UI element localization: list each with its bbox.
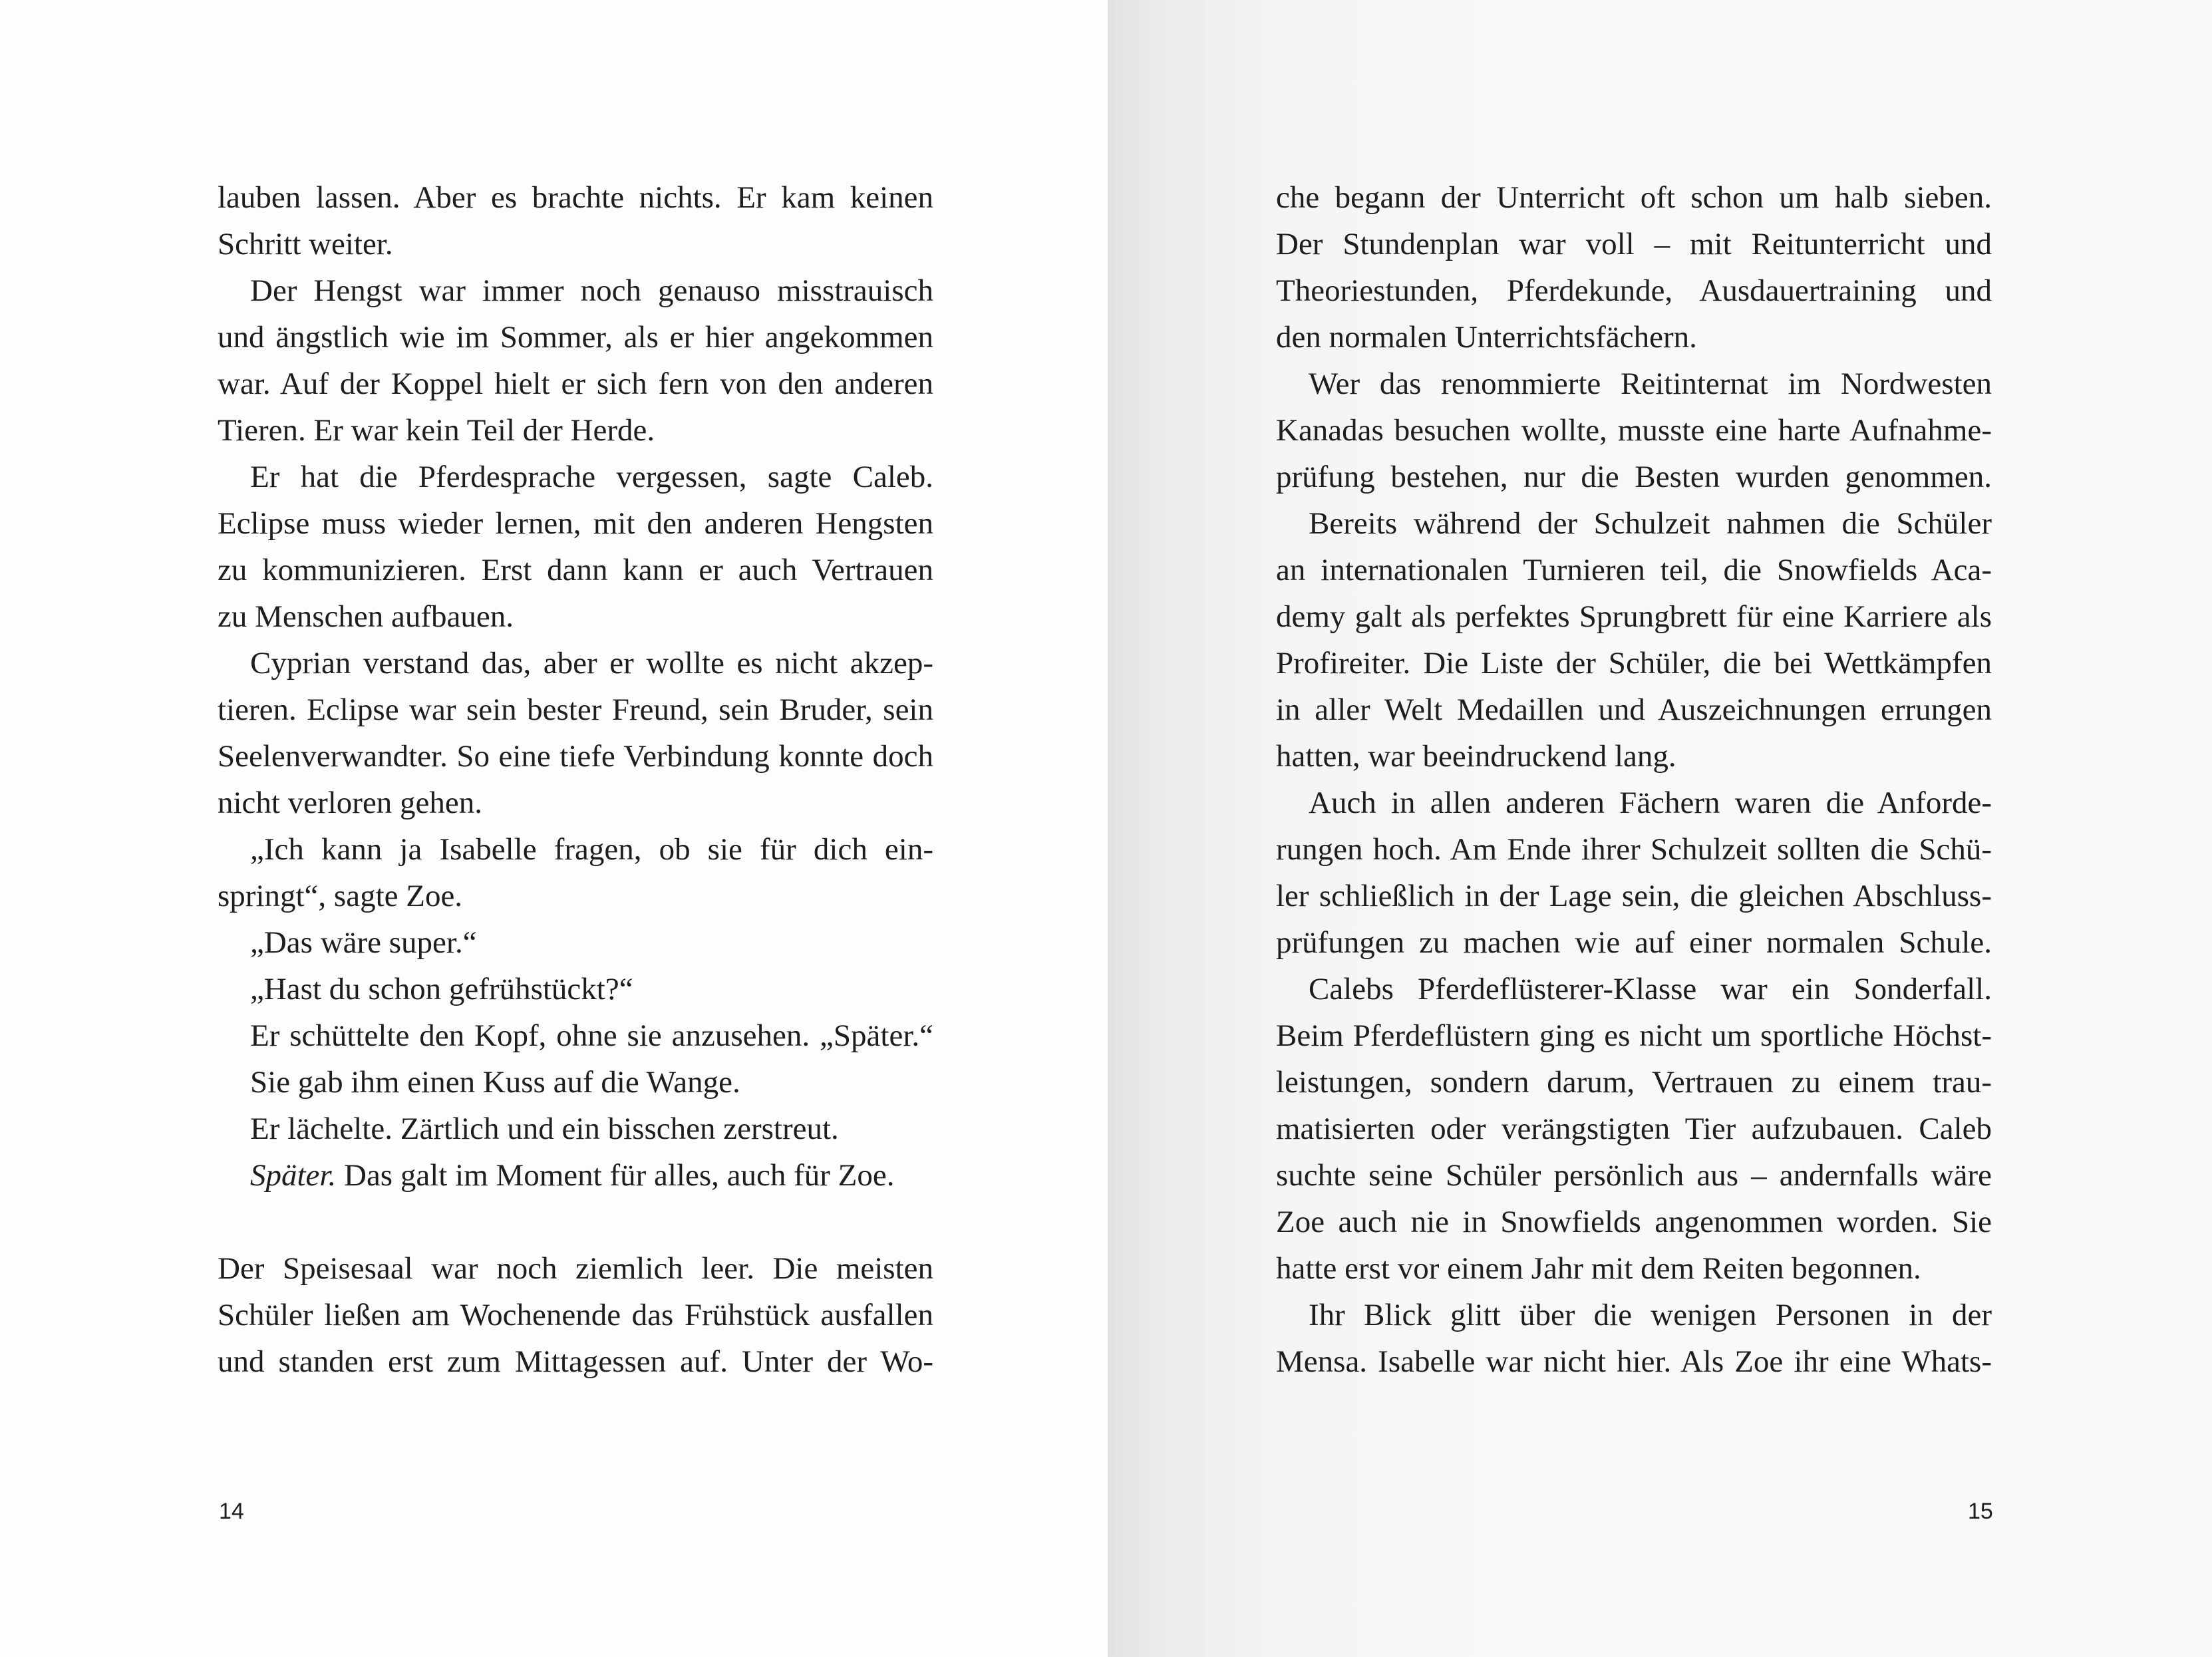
- right-page-text: [1276, 174, 1992, 1385]
- text-line: Kanadas besuchen wollte, musste eine harte Aufnahme-: [1276, 413, 1992, 448]
- text-line: Bereits während der Schulzeit nahmen die Schüler: [1309, 506, 1992, 541]
- text-line: „Das wäre super.“: [250, 925, 477, 960]
- text-line: an internationalen Turnieren teil, die Snowfields Aca-: [1276, 553, 1992, 587]
- text-line: lauben lassen. Aber es brachte nichts. Er kam keinen: [218, 180, 933, 215]
- text-line: Zoe auch nie in Snowfields angenommen worden. Sie: [1276, 1205, 1992, 1239]
- line-text: Das galt im Moment für alles, auch für Zoe.: [336, 1158, 895, 1193]
- text-line: Der Hengst war immer noch genauso misstrauisch: [250, 273, 933, 308]
- text-line: war. Auf der Koppel hielt er sich fern von den anderen: [218, 367, 933, 401]
- text-line: Sie gab ihm einen Kuss auf die Wange.: [250, 1065, 740, 1100]
- emphasis-text: Später.: [250, 1158, 337, 1193]
- text-line: tieren. Eclipse war sein bester Freund, sein Bruder, sein: [218, 692, 933, 727]
- text-line: Mensa. Isabelle war nicht hier. Als Zoe ihr eine Whats-: [1276, 1344, 1992, 1379]
- text-line: nicht verloren gehen.: [218, 786, 483, 820]
- text-line: prüfungen zu machen wie auf einer normalen Schule.: [1276, 925, 1992, 960]
- text-line: demy galt als perfektes Sprungbrett für eine Karriere als: [1276, 599, 1992, 634]
- text-line: hatten, war beeindruckend lang.: [1276, 739, 1676, 774]
- right-page-number: 15: [1968, 1499, 1993, 1524]
- text-line: zu Menschen aufbauen.: [218, 599, 514, 634]
- text-line: rungen hoch. Am Ende ihrer Schulzeit sollten die Schü-: [1276, 832, 1992, 867]
- text-line: [218, 1152, 933, 1199]
- text-line: ler schließlich in der Lage sein, die gleichen Abschluss-: [1276, 879, 1992, 913]
- text-line: Auch in allen anderen Fächern waren die Anforde-: [1309, 786, 1992, 820]
- text-line: Schüler ließen am Wochenende das Frühstück ausfallen: [218, 1298, 933, 1332]
- text-line: matisierten oder verängstigten Tier aufzubauen. Caleb: [1276, 1112, 1992, 1146]
- text-line: Er hat die Pferdesprache vergessen, sagte Caleb.: [250, 460, 933, 494]
- text-line: den normalen Unterrichtsfächern.: [1276, 320, 1697, 355]
- text-line: und ängstlich wie im Sommer, als er hier angekommen: [218, 320, 933, 355]
- text-line: „Ich kann ja Isabelle fragen, ob sie für dich ein-: [250, 832, 933, 867]
- text-line: in aller Welt Medaillen und Auszeichnungen errungen: [1276, 692, 1992, 727]
- text-line: Schritt weiter.: [218, 227, 393, 261]
- text-line: leistungen, sondern darum, Vertrauen zu einem trau-: [1276, 1065, 1992, 1100]
- text-line: zu kommunizieren. Erst dann kann er auch Vertrauen: [218, 553, 933, 587]
- text-line: Profireiter. Die Liste der Schüler, die bei Wettkämpfen: [1276, 646, 1992, 680]
- text-line: prüfung bestehen, nur die Besten wurden genommen.: [1276, 460, 1992, 494]
- text-line: „Hast du schon gefrühstückt?“: [250, 972, 633, 1006]
- text-line: Der Stundenplan war voll – mit Reitunterricht und: [1276, 227, 1992, 261]
- text-line: Er lächelte. Zärtlich und ein bisschen zerstreut.: [250, 1112, 839, 1146]
- text-line: Der Speisesaal war noch ziemlich leer. Die meisten: [218, 1251, 933, 1286]
- text-line: Er schüttelte den Kopf, ohne sie anzusehen. „Später.“: [250, 1018, 933, 1053]
- text-line: Ihr Blick glitt über die wenigen Personen in der: [1309, 1298, 1992, 1332]
- text-line: und standen erst zum Mittagessen auf. Unter der Wo-: [218, 1344, 933, 1379]
- left-page-text: [218, 174, 933, 1385]
- text-line: hatte erst vor einem Jahr mit dem Reiten begonnen.: [1276, 1251, 1921, 1286]
- text-line: suchte seine Schüler persönlich aus – andernfalls wäre: [1276, 1158, 1992, 1193]
- text-line: Theoriestunden, Pferdekunde, Ausdauertraining und: [1276, 273, 1992, 308]
- right-page: [1108, 0, 2212, 1657]
- text-line: Tieren. Er war kein Teil der Herde.: [218, 413, 655, 448]
- text-line: Seelenverwandter. So eine tiefe Verbindung konnte doch: [218, 739, 933, 774]
- text-line: Wer das renommierte Reitinternat im Nordwesten: [1309, 367, 1992, 401]
- text-line: Cyprian verstand das, aber er wollte es nicht akzep-: [250, 646, 933, 680]
- text-line: Calebs Pferdeflüsterer-Klasse war ein Sonderfall.: [1309, 972, 1992, 1006]
- text-line: che begann der Unterricht oft schon um halb sieben.: [1276, 180, 1992, 215]
- text-line: Beim Pferdeflüstern ging es nicht um sportliche Höchst-: [1276, 1018, 1992, 1053]
- text-line: Eclipse muss wieder lernen, mit den anderen Hengsten: [218, 506, 933, 541]
- left-page-number: 14: [219, 1499, 244, 1524]
- text-line: springt“, sagte Zoe.: [218, 879, 463, 913]
